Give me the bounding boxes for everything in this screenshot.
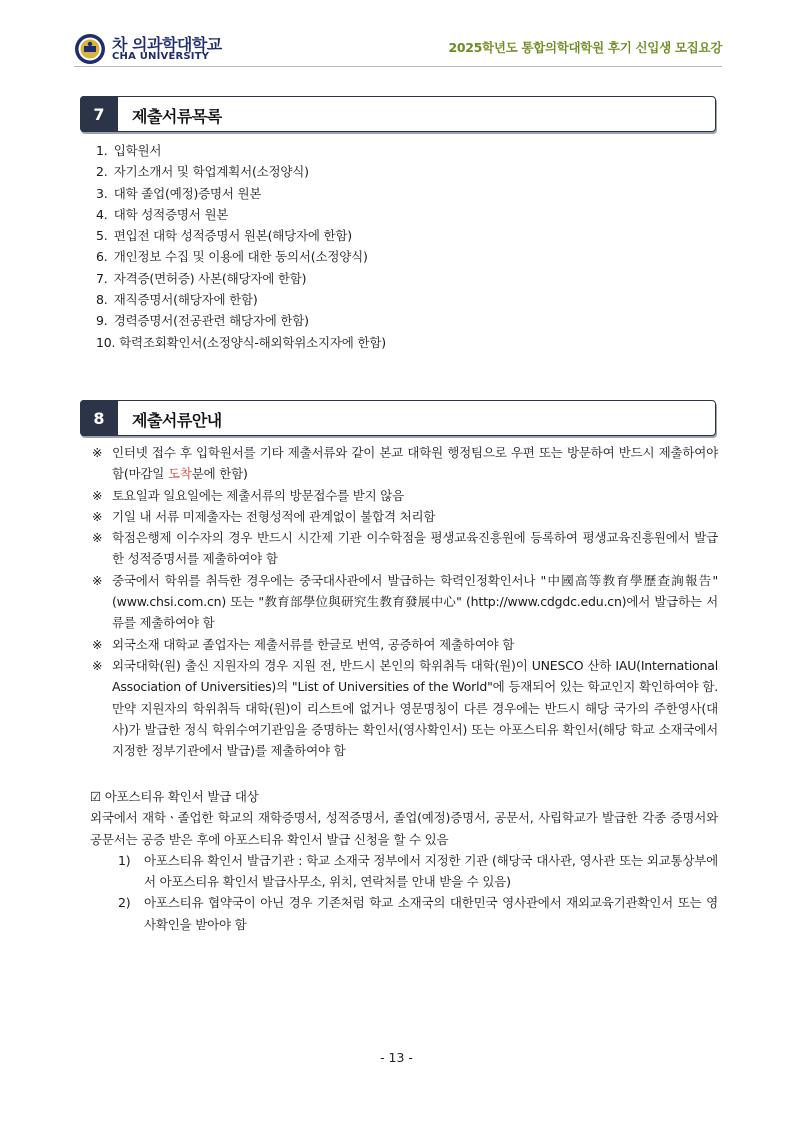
apostille-item-number: 2) — [118, 895, 131, 911]
list-item-text: 자기소개서 및 학업계획서(소정양식) — [113, 164, 309, 180]
list-item-number: 5. — [96, 228, 108, 244]
apostille-item-text: 아포스티유 협약국이 아닌 경우 기존처럼 학교 소재국의 대한민국 영사관에서 재외교육기관확인서 또는 영사확인을 받아야 함 — [144, 895, 718, 932]
list-item — [96, 183, 386, 204]
list-item — [96, 225, 386, 246]
note-text — [112, 442, 718, 485]
list-item-text: 재직증명서(해당자에 한함) — [113, 292, 258, 308]
section-7-number: 7 — [80, 96, 118, 132]
section-8-heading — [80, 400, 716, 436]
document-title: 2025학년도 통합의학대학원 후기 신입생 모집요강 — [448, 40, 722, 55]
list-item — [96, 268, 386, 289]
section-8-number: 8 — [80, 400, 118, 436]
reference-mark: ※ — [92, 572, 103, 588]
list-item-text: 입학원서 — [113, 143, 162, 158]
reference-mark: ※ — [92, 530, 103, 546]
list-item-number: 7. — [96, 270, 108, 286]
apostille-item — [118, 892, 718, 935]
note-text: 토요일과 일요일에는 제출서류의 방문접수를 받지 않음 — [112, 487, 404, 503]
deadline-highlight: 도착 — [167, 466, 192, 482]
apostille-item — [118, 850, 718, 893]
note-item — [92, 506, 718, 527]
reference-mark: ※ — [92, 445, 103, 460]
list-item — [96, 289, 386, 310]
list-item — [96, 161, 386, 182]
apostille-item-number: 1) — [118, 852, 131, 868]
header-divider — [74, 66, 722, 67]
submission-documents-list — [96, 140, 386, 353]
note-text: 중국에서 학위를 취득한 경우에는 중국대사관에서 발급하는 학력인정확인서나 "中國高等教育學歷查詢報告" (www.chsi.com.cn) 또는 "教育部學位與研究生教育發展中心" (http://www.cdgdc.edu.cn)에서 발급하는 서류를 제출하여야 함 — [112, 572, 718, 631]
note-item — [92, 442, 718, 485]
reference-mark: ※ — [92, 508, 103, 524]
list-item-number: 8. — [96, 292, 108, 308]
note-item — [92, 655, 718, 761]
apostille-item-text: 아포스티유 확인서 발급기관 : 학교 소재국 정부에서 지정한 기관 (해당국 대사관, 영사관 또는 외교통상부에서 아포스티유 확인서 발급사무소, 위치, 연락처를 안내 받을 수 있음) — [144, 852, 718, 890]
list-item-text: 대학 졸업(예정)증명서 원본 — [113, 185, 262, 201]
note-item — [92, 485, 718, 506]
apostille-body: 외국에서 재학ㆍ졸업한 학교의 재학증명서, 성적증명서, 졸업(예정)증명서, 공문서, 사립학교가 발급한 각종 증명서와 공문서는 공증 받은 후에 아포스티유 확인서 발급 신청을 할 수 있음 — [90, 810, 718, 847]
note-text: 학점은행제 이수자의 경우 반드시 시간제 기관 이수학점을 평생교육진흥원에 등록하여 평생교육진흥원에서 발급한 성적증명서를 제출하여야 함 — [112, 530, 718, 567]
note-text-part: 인터넷 접수 후 입학원서를 기타 제출서류와 같이 본교 대학원 행정팀으로 우편 또는 방문하여 반드시 제출하여야 함(마감일 — [112, 445, 718, 482]
list-item-number: 9. — [96, 313, 108, 329]
note-item — [92, 634, 718, 655]
reference-mark: ※ — [92, 487, 103, 503]
page-header — [74, 30, 722, 70]
note-text: 기일 내 서류 미제출자는 전형성적에 관계없이 불합격 처리함 — [112, 508, 436, 524]
list-item-text: 학력조회확인서(소정양식-해외학위소지자에 한함) — [119, 334, 386, 350]
list-item-text: 편입전 대학 성적증명서 원본(해당자에 한함) — [113, 228, 352, 244]
note-item — [92, 570, 718, 634]
list-item-number: 6. — [96, 249, 108, 265]
list-item-text: 대학 성적증명서 원본 — [113, 206, 229, 222]
list-item — [96, 140, 386, 161]
reference-mark: ※ — [92, 657, 103, 673]
list-item-text: 자격증(면허증) 사본(해당자에 한함) — [113, 270, 307, 286]
university-name-english: CHA UNIVERSITY — [112, 51, 210, 62]
apostille-title: ☑ 아포스티유 확인서 발급 대상 — [90, 789, 259, 804]
list-item-number: 1. — [96, 143, 108, 158]
university-seal-icon — [74, 33, 106, 65]
list-item-number: 4. — [96, 206, 108, 222]
list-item — [96, 310, 386, 331]
list-item-number: 3. — [96, 185, 108, 201]
list-item-text: 경력증명서(전공관련 해당자에 한함) — [113, 313, 309, 329]
reference-mark: ※ — [92, 636, 103, 652]
section-7-title: 제출서류목록 — [132, 107, 222, 126]
apostille-section — [90, 786, 718, 935]
section-7-heading — [80, 96, 716, 132]
section-8-title: 제출서류안내 — [132, 411, 222, 430]
list-item — [96, 246, 386, 267]
list-item-number: 2. — [96, 164, 108, 180]
list-item — [96, 204, 386, 225]
list-item-text: 개인정보 수집 및 이용에 대한 동의서(소정양식) — [113, 249, 368, 265]
list-item — [96, 332, 386, 353]
note-text: 외국대학(원) 출신 지원자의 경우 지원 전, 반드시 본인의 학위취득 대학(원)이 UNESCO 산하 IAU(International Association of Universities)의 "List of Universities of the World"에 등재되어 있는 학교인지 확인하여야 함. 만약 지원자의 학위취득 대학(원)이 리스트에 없거나 영문명칭이 다른 경우에는 반드시 해당 국가의 주한영사(대사)가 발급한 정식 학위수여기관임을 증명하는 확인서(영사확인서) 또는 아포스티유 확인서(해당 학교 소재국에서 지정한 정부기관에서 발급)를 제출하여야 함 — [112, 657, 718, 759]
page-number: - 13 - — [380, 1050, 413, 1065]
note-text: 외국소재 대학교 졸업자는 제출서류를 한글로 번역, 공증하여 제출하여야 함 — [112, 636, 515, 652]
submission-notes — [92, 442, 718, 761]
university-name-korean: 차 의과학대학교 — [112, 35, 222, 54]
note-item — [92, 527, 718, 570]
list-item-number: 10. — [96, 334, 116, 350]
note-text-part: 분에 한함) — [191, 466, 248, 482]
